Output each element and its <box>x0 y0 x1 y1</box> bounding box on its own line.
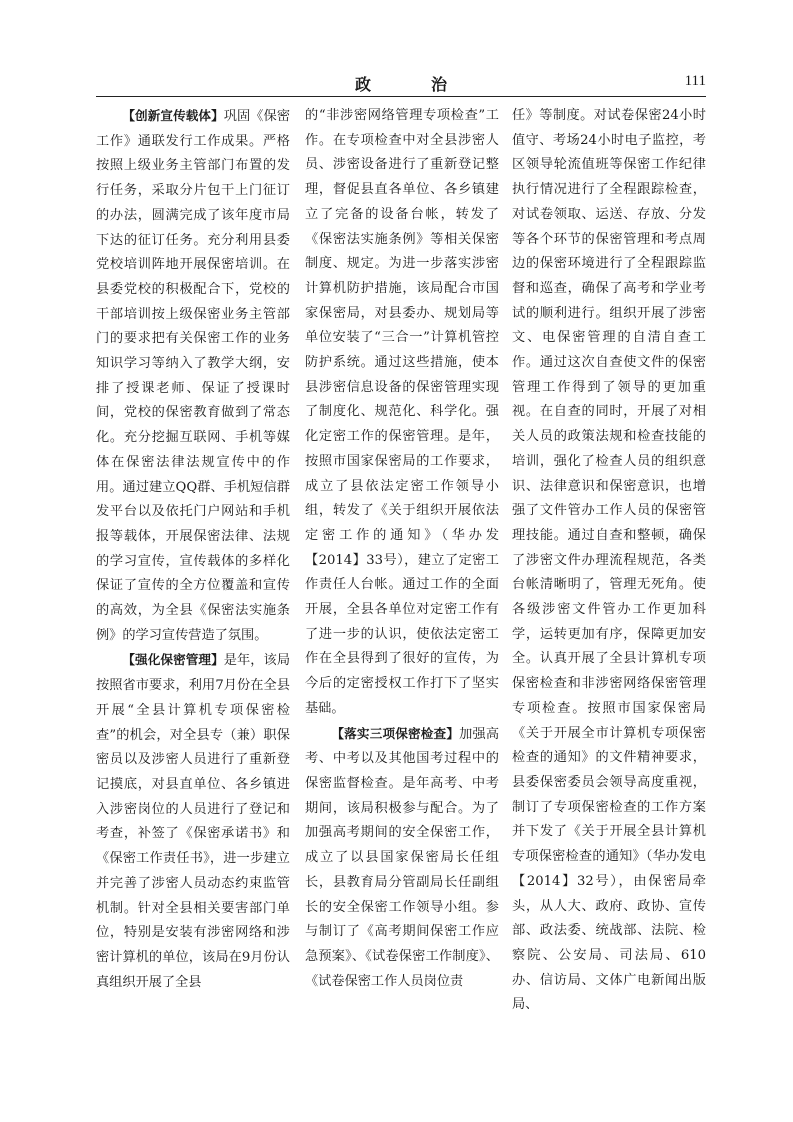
paragraph-inspections-continued <box>512 104 706 1018</box>
paragraph-body: 是年，该局按照省市要求，利用7月份在全县开展“全县计算机专项保密检查”的机会，对全县专（兼）职保密员以及涉密人员进行了重新登记摸底，对县直单位、各乡镇进入涉密岗位的人员进行了登记和考查，补签了《保密承诺书》和《保密工作责任书》，进一步建立并完善了涉密人员动态约束监管机制。针对全县相关要害部门单位，特别是安装有涉密网络和涉密计算机的单位，该局在9月份认真组织开展了全县 <box>96 653 291 990</box>
text-column-3 <box>512 104 706 1018</box>
paragraph-inspections <box>305 722 499 995</box>
page-number: 111 <box>684 73 706 89</box>
paragraph-management <box>96 648 290 995</box>
header-rule <box>96 96 706 97</box>
paragraph-body: 的“非涉密网络管理专项检查”工作。在专项检查中对全县涉密人员、涉密设备进行了重新登记整理，督促县直各单位、各乡镇建立了完备的设备台帐，转发了《保密法实施条例》等相关保密制度、规定。为进一步落实涉密计算机防护措施，该局配合市国家保密局，对县委办、规划局等单位安装了“三合一”计算机管控防护系统。通过这些措施，使本县涉密信息设备的保密管理实现了制度化、规范化、科学化。强化定密工作的保密管理。是年，按照市国家保密局的工作要求，成立了县依法定密工作领导小组，转发了《关于组织开展依法定密工作的通知》（华办发【2014】33号），建立了定密工作责任人台帐。通过工作的全面开展，全县各单位对定密工作有了进一步的认识，使依法定密工作在全县得到了很好的宣传，为今后的定密授权工作打下了坚实基础。 <box>305 108 499 716</box>
text-column-2 <box>305 104 499 994</box>
page-header <box>96 70 706 94</box>
paragraph-body: 加强高考、中考以及其他国考过程中的保密监督检查。是年高考、中考期间，该局积极参与配合。为了加强高考期间的安全保密工作，成立了以县国家保密局长任组长，县教育局分管副局长任副组长的安全保密工作领导小组。参与制订了《高考期间保密工作应急预案》、《试卷保密工作制度》、《试卷保密工作人员岗位责 <box>305 726 500 989</box>
section-title: 政 治 <box>354 75 469 94</box>
text-column-1 <box>96 104 290 995</box>
paragraph-publicity <box>96 104 290 648</box>
paragraph-keyword: 【创新宣传载体】 <box>122 108 224 123</box>
paragraph-management-continued <box>305 104 499 722</box>
paragraph-keyword: 【强化保密管理】 <box>122 652 224 668</box>
paragraph-body: 巩固《保密工作》通联发行工作成果。严格按照上级业务主管部门布置的发行任务，采取分片包干上门征订的办法，圆满完成了该年度市局下达的征订任务。充分利用县委党校培训阵地开展保密培训。在县委党校的积极配合下，党校的干部培训按上级保密业务主管部门的要求把有关保密工作的业务知识学习等纳入了教学大纲，安排了授课老师、保证了授课时间，党校的保密教育做到了常态化。充分挖掘互联网、手机等媒体在保密法律法规宣传中的作用。通过建立QQ群、手机短信群发平台以及依托门户网站和手机报等载体，开展保密法律、法规的学习宣传，宣传载体的多样化保证了宣传的全方位覆盖和宣传的高效，为全县《保密法实施条例》的学习宣传营造了氛围。 <box>96 109 291 643</box>
paragraph-body: 任》等制度。对试卷保密24小时值守、考场24小时电子监控，考区领导轮流值班等保密工作纪律执行情况进行了全程跟踪检查，对试卷领取、运送、存放、分发等各个环节的保密管理和考点周边的保密环境进行了全程跟踪监督和巡查，确保了高考和学业考试的顺利进行。组织开展了涉密文、电保密管理的自清自查工作。通过这次自查使文件的保密管理工作得到了领导的更加重视。在自查的同时，开展了对相关人员的政策法规和检查技能的培训，强化了检查人员的组织意识、法律意识和保密意识，也增强了文件管办工作人员的保密管理技能。通过自查和整顿，确保了涉密文件办理流程规范，各类台帐清晰明了，管理无死角。使各级涉密文件管办工作更加科学，运转更加有序，保障更加安全。认真开展了全县计算机专项保密检查和非涉密网络保密管理专项检查。按照市国家保密局《关于开展全市计算机专项保密检查的通知》的文件精神要求，县委保密委员会领导高度重视，制订了专项保密检查的工作方案并下发了《关于开展全县计算机专项保密检查的通知》（华办发电【2014】32号），由保密局牵头，从人大、政府、政协、宣传部、政法委、统战部、法院、检察院、公安局、司法局、610办、信访局、文体广电新闻出版局、 <box>512 108 706 1013</box>
paragraph-keyword: 【落实三项保密检查】 <box>331 725 460 741</box>
